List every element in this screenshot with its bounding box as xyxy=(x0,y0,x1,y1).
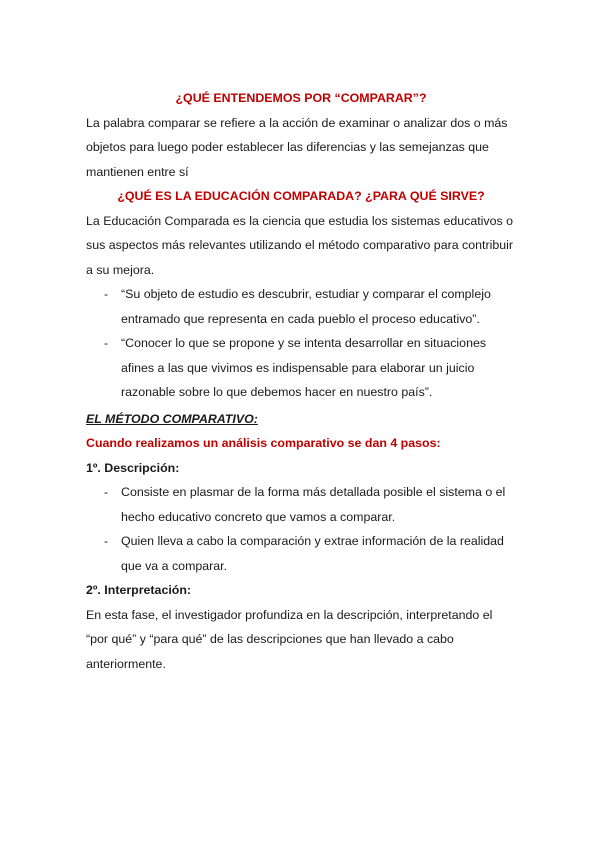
step2-title: 2º. Interpretación: xyxy=(86,583,192,597)
quote-item: - “Conocer lo que se propone y se intenta desarrollar en situaciones afines a las que vivimos es indispensable para elaborar un juicio razonable sobre lo que debemos hacer en nuestro país”. xyxy=(86,331,516,405)
step1-item: - Quien lleva a cabo la comparación y extrae información de la realidad que va a comparar. xyxy=(86,529,516,578)
heading-comparar: ¿QUÉ ENTENDEMOS POR “COMPARAR”? xyxy=(175,91,427,105)
document-page xyxy=(86,86,516,676)
quote-item: - “Su objeto de estudio es descubrir, estudiar y comparar el complejo entramado que representa en cada pueblo el proceso educativo”. xyxy=(86,282,516,331)
paragraph-comparar: La palabra comparar se refiere a la acción de examinar o analizar dos o más objetos para luego poder establecer las diferencias y las semejanzas que mantienen entre sí xyxy=(86,115,508,179)
step1-item: - Consiste en plasmar de la forma más detallada posible el sistema o el hecho educativo concreto que vamos a comparar. xyxy=(86,480,516,529)
paragraph-educacion-comparada: La Educación Comparada es la ciencia que estudia los sistemas educativos o sus aspectos más relevantes utilizando el método comparativo para contribuir a su mejora. xyxy=(86,213,514,277)
step1-title: 1º. Descripción: xyxy=(86,460,180,475)
quote-list xyxy=(86,282,516,405)
step2-paragraph: En esta fase, el investigador profundiza en la descripción, interpretando el “por qué” y “para qué” de las descripciones que han llevado a cabo anteriormente. xyxy=(86,607,493,671)
step1-list xyxy=(86,480,516,578)
heading-metodo-comparativo: EL MÉTODO COMPARATIVO: xyxy=(86,411,258,426)
subheading-pasos: Cuando realizamos un análisis comparativo se dan 4 pasos: xyxy=(86,436,441,450)
heading-educacion-comparada: ¿QUÉ ES LA EDUCACIÓN COMPARADA? ¿PARA QUÉ SIRVE? xyxy=(117,189,485,203)
